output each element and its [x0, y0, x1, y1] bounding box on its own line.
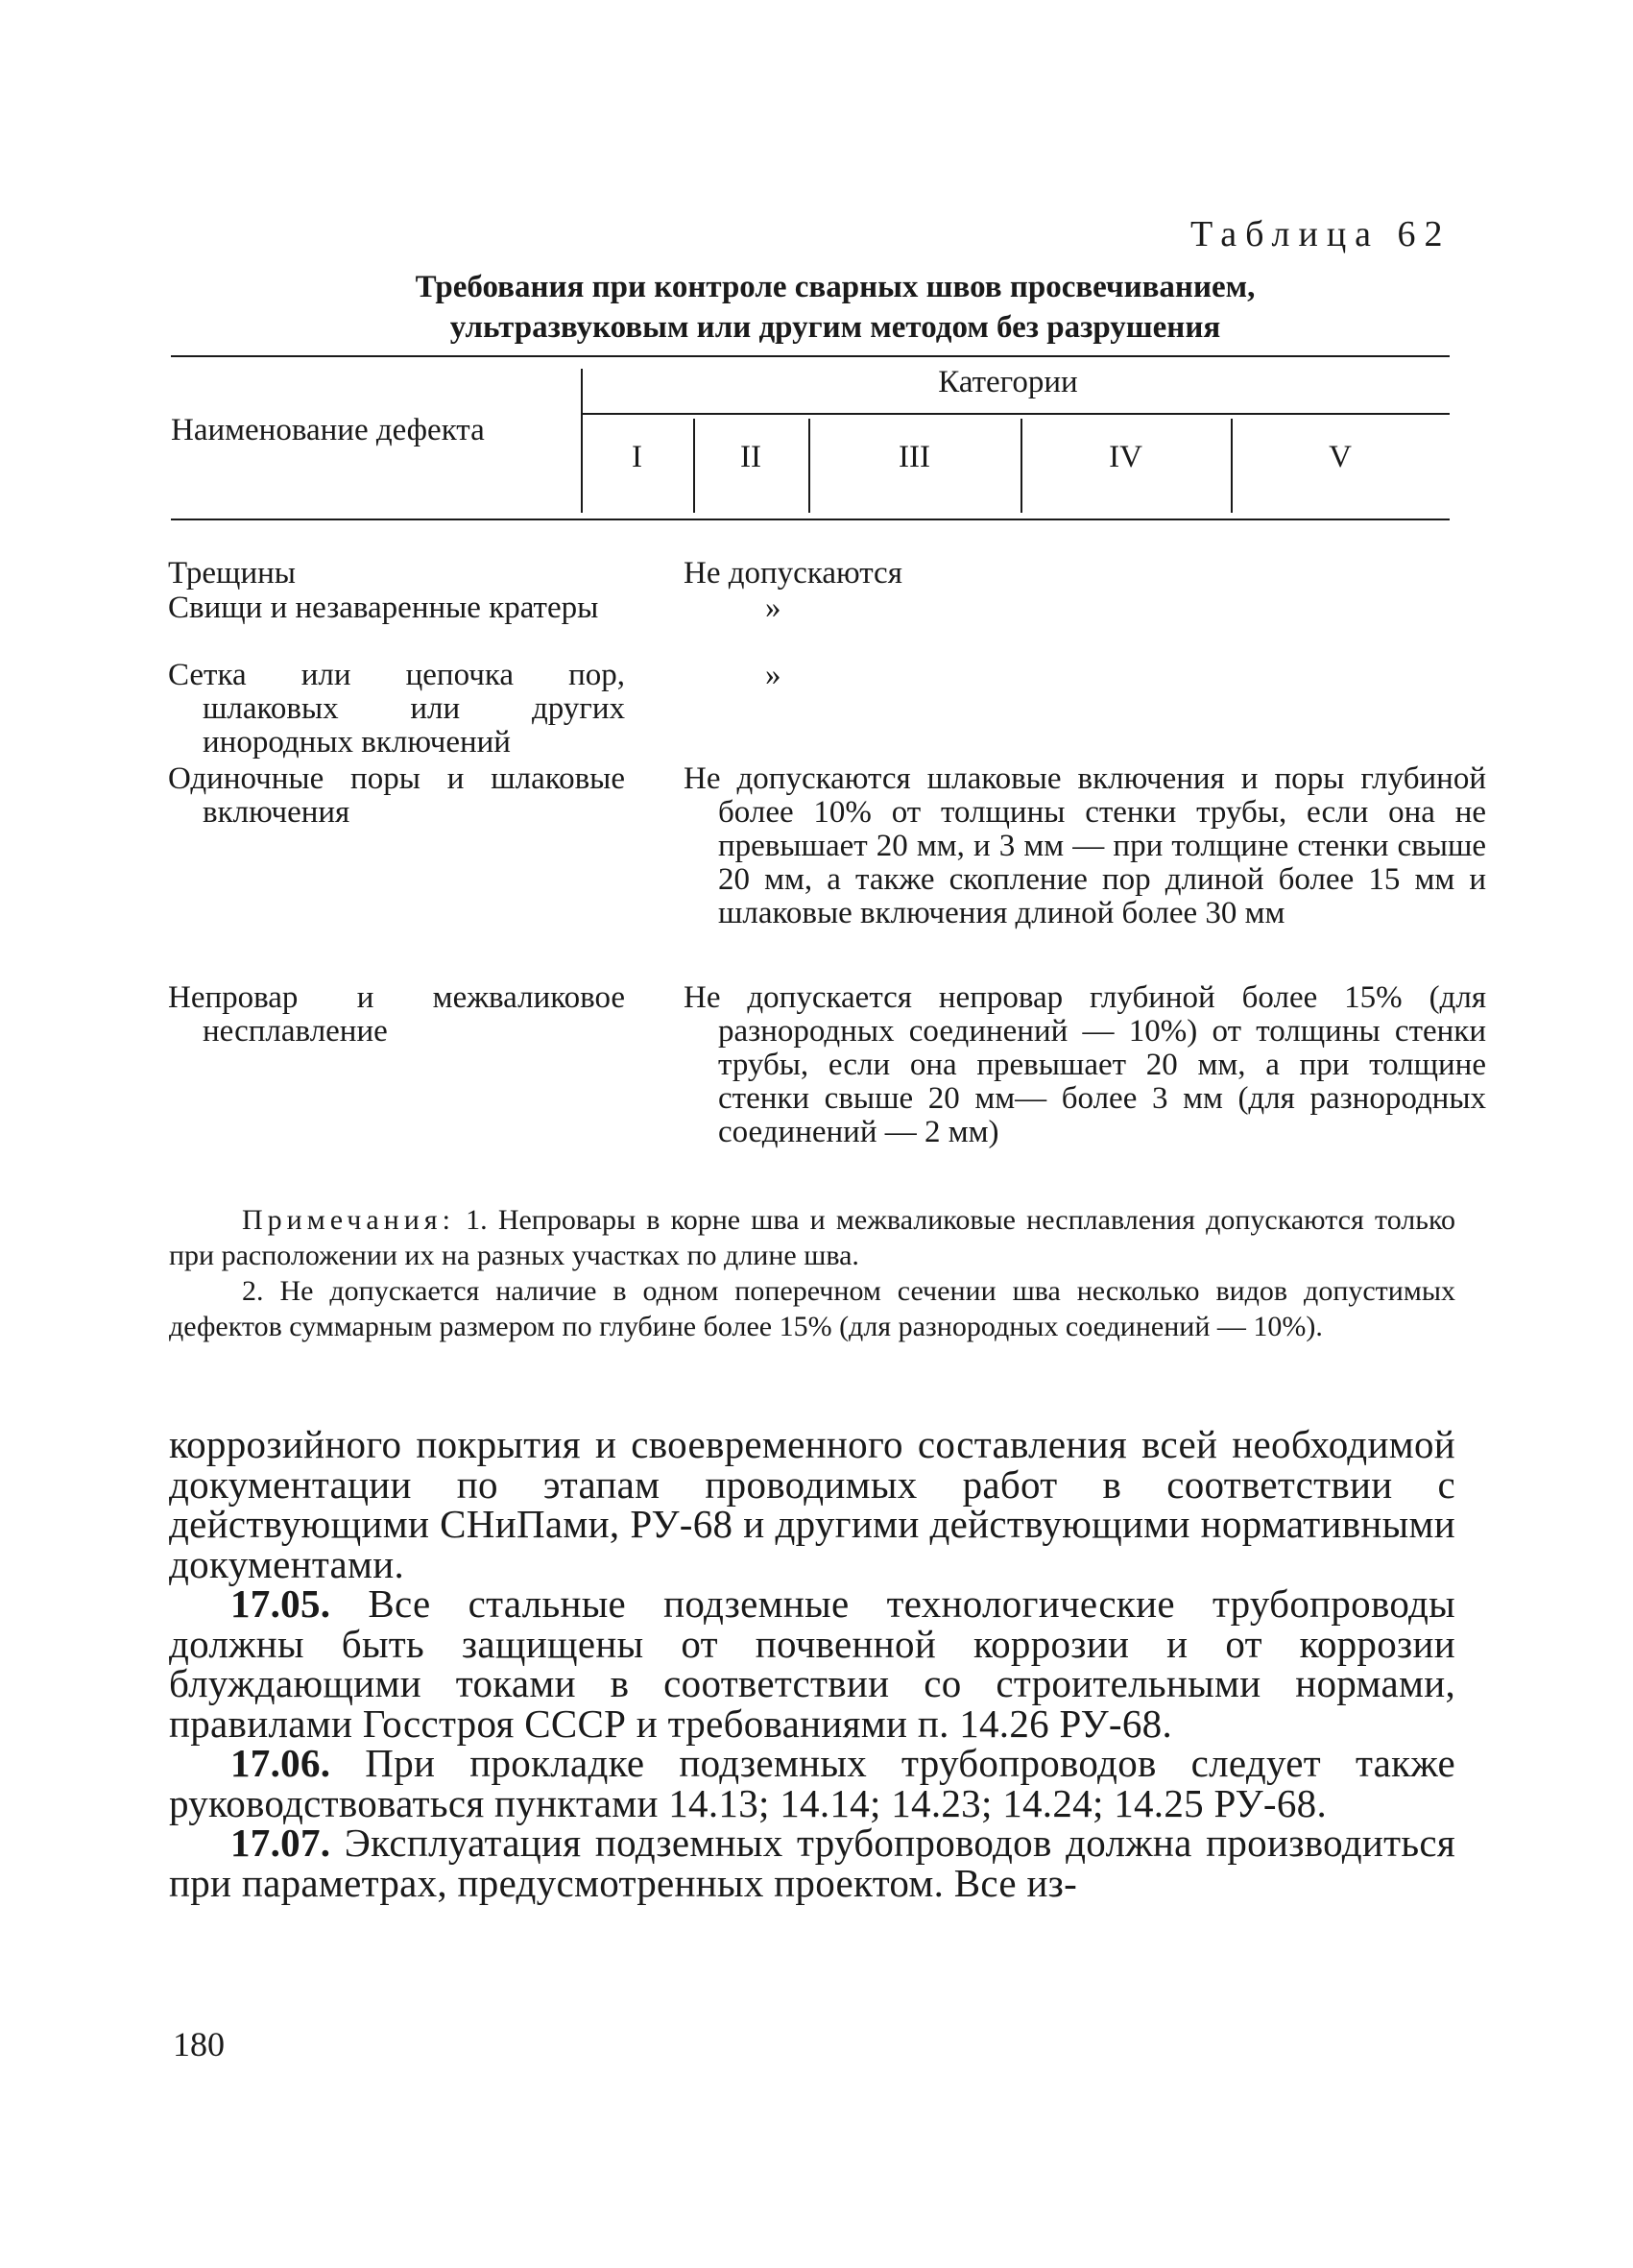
category-col-1: I: [632, 440, 642, 474]
section-number: 17.06.: [230, 1741, 331, 1785]
page-number: 180: [173, 2025, 225, 2063]
header-defect-name: Наименование дефекта: [171, 413, 485, 447]
defect-fistulas: Свищи и незаваренные кратеры: [168, 591, 599, 625]
paragraph-text: Эксплуатация подземных трубопроводов должна производиться при параметрах, предусмотренных проектом. Все из-: [169, 1821, 1455, 1905]
table-caption-line: Требования при контроле сварных швов просвечиванием,: [415, 270, 1256, 304]
header-bottom-rule: [171, 519, 1450, 520]
table-caption-line: ультразвуковым или другим методом без разрушения: [449, 310, 1221, 345]
category-col-5: V: [1329, 440, 1352, 474]
requirement-pore-chain: »: [765, 658, 781, 692]
body-text: [169, 1422, 1455, 1905]
section-number: 17.07.: [230, 1821, 331, 1865]
header-categories: Категории: [938, 365, 1078, 399]
paragraph-17-07: [169, 1823, 1455, 1903]
paragraph-text: Все стальные подземные технологические трубопроводы должны быть защищены от почвенной коррозии и от коррозии блуждающими токами в соответствии со строительными нормами, правилами Госстроя СССР и требованиями п. 14.26 РУ-68.: [169, 1581, 1455, 1746]
section-number: 17.05.: [230, 1581, 331, 1626]
table-top-rule: [171, 355, 1450, 357]
requirement-single-pores: Не допускаются шлаковые включения и поры глубиной более 10% от толщины стенки трубы, если она не превышает 20 мм, и 3 мм — при толщине стенки свыше 20 мм, а также скопление пор длиной более 15 мм и шлаковые включения длиной более 30 мм: [684, 761, 1486, 930]
notes-label: Примечания:: [242, 1204, 455, 1236]
defect-single-pores: Одиночные поры и шлаковые включения: [168, 761, 625, 830]
category-col-2: II: [740, 440, 761, 474]
requirement-cracks: Не допускаются: [684, 556, 902, 591]
paragraph-17-06: [169, 1741, 1455, 1825]
paragraph-17-05: [169, 1581, 1455, 1746]
table-number: Таблица 62: [1190, 214, 1452, 254]
category-col-3: III: [899, 440, 930, 474]
paragraph: коррозийного покрытия и своевременного составления всей необходимой документации по этапам проводимых работ в соответствии с действующими СНиПами, РУ-68 и другими действующими нормативными документами.: [169, 1422, 1455, 1586]
table-caption: [288, 267, 1382, 348]
table-notes: [169, 1202, 1455, 1344]
defect-pore-chain: Сетка или цепочка пор, шлаковых или других инородных включений: [168, 658, 625, 760]
category-col-4: IV: [1109, 440, 1142, 474]
defect-cracks: Трещины: [168, 556, 296, 591]
note-1-text: 1. Непровары в корне шва и межваликовые несплавления допускаются только при расположении их на разных участках по длине шва.: [169, 1204, 1456, 1271]
note-2: 2. Не допускается наличие в одном поперечном сечении шва несколько видов допустимых дефектов суммарным размером по глубине более 15% (для разнородных соединений — 10%).: [169, 1275, 1455, 1342]
categories-rule: [581, 413, 1450, 415]
requirement-fistulas: »: [765, 591, 781, 625]
defect-lack-of-fusion: Непровар и межваликовое несплавление: [168, 980, 625, 1049]
note-1: [169, 1202, 1455, 1273]
paragraph-text: При прокладке подземных трубопроводов следует также руководствоваться пунктами 14.13; 14.14; 14.23; 14.24; 14.25 РУ-68.: [169, 1741, 1455, 1825]
requirement-lack-of-fusion: Не допускается непровар глубиной более 15% (для разнородных соединений — 10%) от толщины стенки трубы, если она превышает 20 мм, а при толщине стенки свыше 20 мм— более 3 мм (для разнородных соединений — 2 мм): [684, 980, 1486, 1149]
